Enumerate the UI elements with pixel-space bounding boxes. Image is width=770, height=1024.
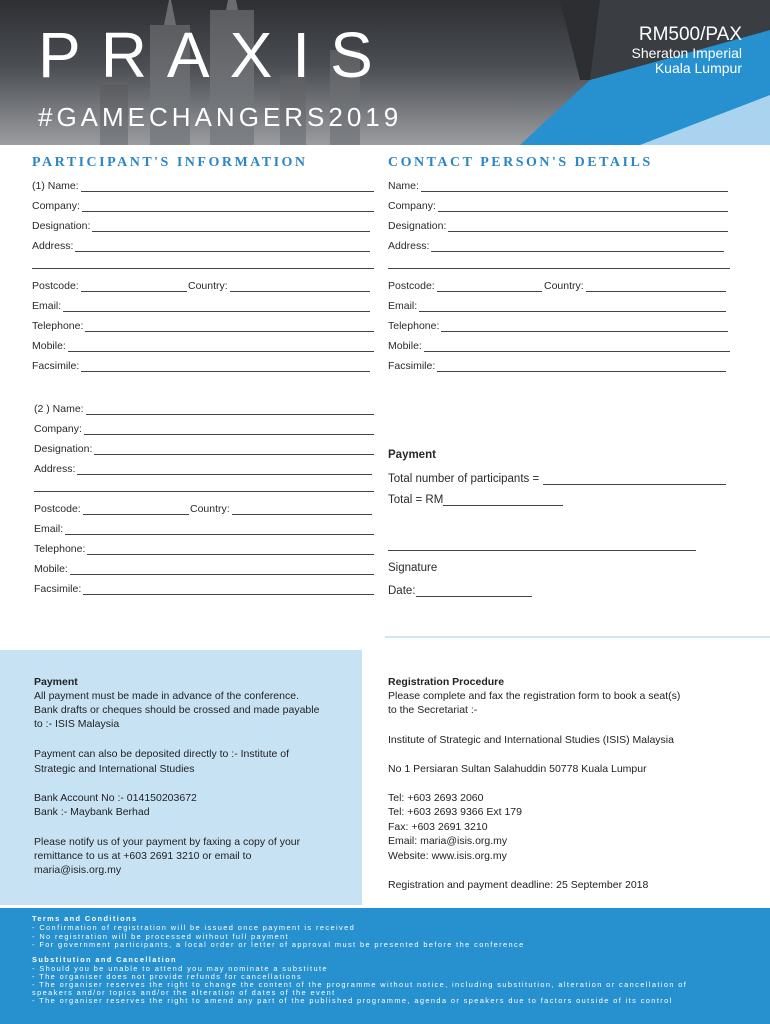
payment-text: Payment can also be deposited directly to :- Institute of (34, 748, 290, 760)
p1-designation-field[interactable] (32, 220, 370, 232)
p2-email-field[interactable] (34, 523, 374, 535)
input-line (85, 321, 374, 332)
field-label: Telephone: (34, 543, 86, 555)
field-label: Facsimile: (34, 583, 82, 595)
input-line (81, 181, 374, 192)
substitution-item: - The organiser does not provide refunds for cancellations (32, 972, 303, 981)
bank-name-text: Bank :- Maybank Berhad (34, 806, 150, 818)
venue-label (631, 46, 742, 76)
field-label: Postcode: (32, 280, 79, 292)
venue-line-1: Sheraton Imperial (631, 45, 742, 61)
input-line (543, 474, 726, 485)
field-label: Email: (32, 300, 62, 312)
organisation-name: Institute of Strategic and International Studies (ISIS) Malaysia (388, 734, 674, 746)
field-label: Mobile: (32, 340, 66, 352)
field-label: (1) Name: (32, 180, 79, 192)
p2-company-field[interactable] (34, 423, 374, 435)
price-label: RM500/PAX (638, 24, 742, 45)
fax-number: Fax: +603 2691 3210 (388, 821, 488, 833)
field-label: Email: (388, 300, 418, 312)
input-line (421, 181, 728, 192)
contact-telephone-field[interactable] (388, 320, 728, 332)
field-label: Company: (388, 200, 436, 212)
input-line (438, 201, 728, 212)
deadline-text: Registration and payment deadline: 25 September 2018 (388, 879, 649, 891)
p2-address-field[interactable] (34, 463, 372, 475)
p2-telephone-field[interactable] (34, 543, 374, 555)
contact-designation-field[interactable] (388, 220, 728, 232)
input-line (87, 544, 374, 555)
field-label: Address: (388, 240, 430, 252)
field-label: Name: (388, 180, 419, 192)
header-banner (0, 0, 770, 145)
registration-text: to the Secretariat :- (388, 704, 478, 716)
website-link[interactable]: Website: www.isis.org.my (388, 850, 507, 862)
input-line (416, 586, 533, 597)
signature-label: Signature (388, 562, 438, 574)
terms-item: - No registration will be processed without full payment (32, 932, 290, 941)
terms-heading: Terms and Conditions (32, 914, 138, 923)
input-line (82, 201, 374, 212)
p2-country-field[interactable] (190, 503, 372, 515)
field-label: Total = RM (388, 494, 444, 506)
payment-text: remittance to us at +603 2691 3210 or email to (34, 850, 252, 862)
registration-text: Please complete and fax the registration form to book a seat(s) (388, 690, 681, 702)
payment-info-heading: Payment (34, 676, 78, 688)
payment-form-heading: Payment (388, 449, 436, 461)
contact-section-title: CONTACT PERSON'S DETAILS (388, 155, 653, 170)
p2-facsimile-field[interactable] (34, 583, 374, 595)
organisation-address: No 1 Persiaran Sultan Salahuddin 50778 Kuala Lumpur (388, 763, 647, 775)
payment-text: to :- ISIS Malaysia (34, 718, 120, 730)
p1-company-field[interactable] (32, 200, 374, 212)
input-line (431, 241, 724, 252)
input-line (437, 361, 726, 372)
input-line (437, 281, 542, 292)
p2-designation-field[interactable] (34, 443, 374, 455)
input-line (232, 504, 372, 515)
field-label: Postcode: (388, 280, 435, 292)
p1-address-line-2[interactable] (32, 268, 374, 269)
input-line (86, 404, 374, 415)
field-label: Date: (388, 585, 416, 597)
terms-item: - For government participants, a local order or letter of approval must be presented before the conference (32, 940, 525, 949)
substitution-item: - The organiser reserves the right to amend any part of the published programme, agenda or speakers due to factors outside of its control (32, 996, 673, 1005)
substitution-item: - The organiser reserves the right to change the content of the programme without notice, including substitution, alteration or cancellation of (32, 980, 688, 989)
field-label: Company: (34, 423, 82, 435)
field-label: Email: (34, 523, 64, 535)
input-line (448, 221, 728, 232)
input-line (419, 301, 726, 312)
input-line (70, 564, 374, 575)
p1-email-field[interactable] (32, 300, 370, 312)
p1-name-field[interactable] (32, 180, 374, 192)
registration-heading: Registration Procedure (388, 676, 505, 688)
input-line (84, 424, 374, 435)
input-line (230, 281, 370, 292)
field-label: Telephone: (32, 320, 84, 332)
payment-text: Strategic and International Studies (34, 763, 195, 775)
contact-facsimile-field[interactable] (388, 360, 726, 372)
field-label: Designation: (34, 443, 93, 455)
total-rm-field[interactable] (388, 494, 563, 506)
p1-facsimile-field[interactable] (32, 360, 370, 372)
field-label: Mobile: (34, 563, 68, 575)
field-label: (2 ) Name: (34, 403, 84, 415)
field-label: Postcode: (34, 503, 81, 515)
p2-mobile-field[interactable] (34, 563, 374, 575)
p1-postcode-field[interactable] (32, 280, 187, 292)
field-label: Total number of participants = (388, 473, 540, 485)
bank-account-text: Bank Account No :- 014150203672 (34, 792, 197, 804)
field-label: Company: (32, 200, 80, 212)
field-label: Telephone: (388, 320, 440, 332)
payment-email-text: maria@isis.org.my (34, 864, 122, 876)
contact-address-field[interactable] (388, 240, 724, 252)
signature-line[interactable] (388, 550, 696, 551)
input-line (424, 341, 730, 352)
input-line (63, 301, 370, 312)
field-label: Facsimile: (32, 360, 80, 372)
field-label: Country: (188, 280, 228, 292)
field-label: Mobile: (388, 340, 422, 352)
p2-address-line-2[interactable] (34, 491, 374, 492)
terms-item: - Confirmation of registration will be issued once payment is received (32, 923, 356, 932)
input-line (65, 524, 374, 535)
substitution-item: speakers and/or topics and/or the alteration of dates of the event (32, 988, 336, 997)
input-line (68, 341, 374, 352)
input-line (443, 495, 563, 506)
input-line (586, 281, 726, 292)
input-line (81, 361, 370, 372)
input-line (83, 504, 189, 515)
section-divider (385, 636, 770, 638)
contact-company-field[interactable] (388, 200, 728, 212)
contact-address-line-2[interactable] (388, 268, 730, 269)
payment-text: Bank drafts or cheques should be crossed and made payable (34, 704, 320, 716)
input-line (77, 464, 372, 475)
telephone-2: Tel: +603 2693 9366 Ext 179 (388, 806, 522, 818)
substitution-heading: Substitution and Cancellation (32, 955, 177, 964)
contact-email[interactable]: Email: maria@isis.org.my (388, 835, 508, 847)
p1-mobile-field[interactable] (32, 340, 374, 352)
field-label: Country: (190, 503, 230, 515)
input-line (441, 321, 728, 332)
venue-line-2: Kuala Lumpur (654, 60, 742, 76)
participant-section-title: PARTICIPANT'S INFORMATION (32, 155, 308, 170)
input-line (94, 444, 374, 455)
payment-text: All payment must be made in advance of the conference. (34, 690, 299, 702)
terms-panel (0, 908, 770, 1024)
contact-mobile-field[interactable] (388, 340, 730, 352)
input-line (75, 241, 370, 252)
field-label: Designation: (388, 220, 447, 232)
input-line (83, 584, 374, 595)
input-line (81, 281, 187, 292)
field-label: Country: (544, 280, 584, 292)
contact-name-field[interactable] (388, 180, 728, 192)
input-line (92, 221, 370, 232)
field-label: Address: (32, 240, 74, 252)
field-label: Address: (34, 463, 76, 475)
contact-email-field[interactable] (388, 300, 726, 312)
field-label: Facsimile: (388, 360, 436, 372)
p1-telephone-field[interactable] (32, 320, 374, 332)
contact-postcode-field[interactable] (388, 280, 542, 292)
field-label: Designation: (32, 220, 91, 232)
p2-name-field[interactable] (34, 403, 374, 415)
telephone-1: Tel: +603 2693 2060 (388, 792, 484, 804)
hashtag-title: #GAMECHANGERS2019 (38, 102, 403, 132)
contact-country-field[interactable] (544, 280, 726, 292)
date-field[interactable] (388, 585, 532, 597)
p1-address-field[interactable] (32, 240, 370, 252)
praxis-logo: PRAXIS (38, 19, 393, 91)
substitution-item: - Should you be unable to attend you may nominate a substitute (32, 964, 328, 973)
p1-country-field[interactable] (188, 280, 370, 292)
payment-text: Please notify us of your payment by faxing a copy of your (34, 836, 301, 848)
p2-postcode-field[interactable] (34, 503, 189, 515)
total-participants-field[interactable] (388, 473, 726, 485)
